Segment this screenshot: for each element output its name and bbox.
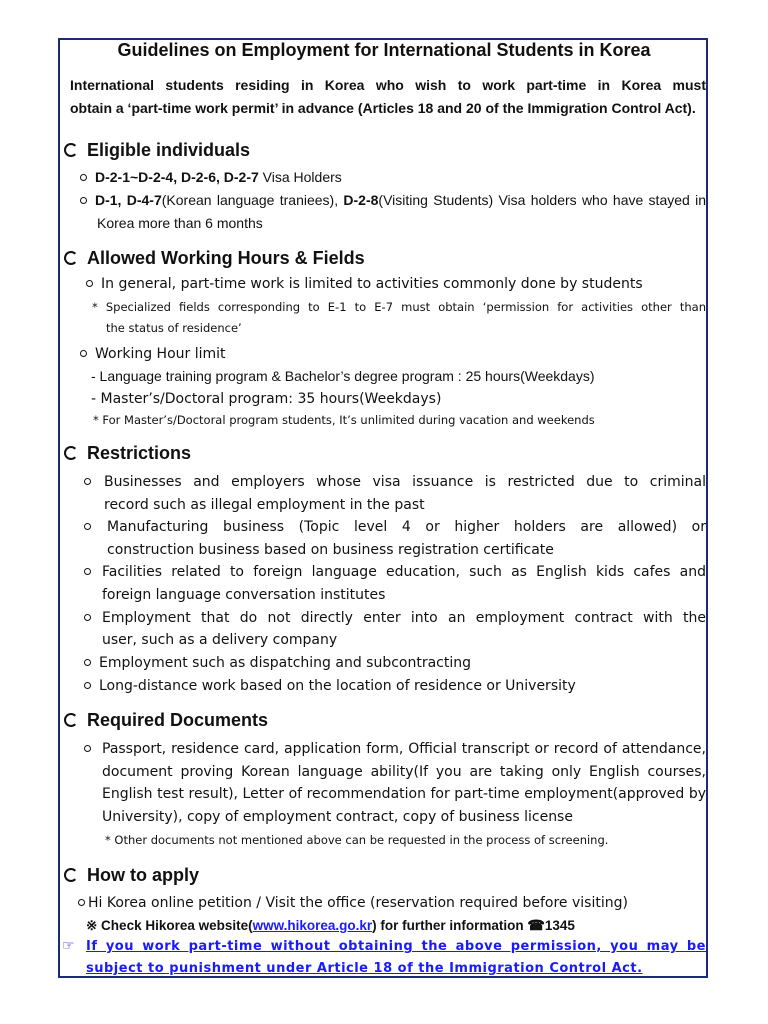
restriction-2-cont: construction business based on business registration certificate <box>107 542 554 558</box>
restriction-4-cont: user, such as a delivery company <box>102 632 338 648</box>
eligible-item-2: D-1, D-4-7(Korean language traniees), D-2-8(Visiting Students) Visa holders who have stayed in <box>80 192 706 208</box>
hikorea-website-link[interactable]: www.hikorea.go.kr <box>252 918 373 933</box>
restriction-1: Businesses and employers whose visa issuance is restricted due to criminal <box>104 474 706 490</box>
hours-general: In general, part-time work is limited to activities commonly done by students <box>86 276 643 292</box>
hours-note-2: * For Master’s/Doctoral program students, It’s unlimited during vacation and weekends <box>93 413 595 427</box>
hours-note-1-cont: the status of residence’ <box>106 321 242 335</box>
restriction-3: Facilities related to foreign language education, such as English kids cafes and <box>102 564 706 580</box>
section-marker-icon <box>64 251 78 265</box>
bullet-icon <box>84 614 91 621</box>
bullet-icon <box>84 659 91 666</box>
intro-line-1: International students residing in Korea who wish to work part-time in Korea must <box>70 77 706 93</box>
restriction-3-cont: foreign language conversation institutes <box>102 587 386 603</box>
apply-check-line: ※ Check Hikorea website(www.hikorea.go.kr) for further information ☎1345 <box>86 917 575 933</box>
restriction-bullet-3 <box>84 564 99 580</box>
bullet-icon <box>86 280 93 287</box>
bullet-icon <box>80 174 87 181</box>
warning-line-2: subject to punishment under Article 18 of the Immigration Control Act. <box>86 961 643 976</box>
bullet-icon <box>80 350 87 357</box>
section-heading: Required Documents <box>87 710 269 730</box>
apply-method: Hi Korea online petition / Visit the office (reservation required before visiting) <box>78 895 628 911</box>
documents-note: * Other documents not mentioned above can be requested in the process of screening. <box>105 833 609 847</box>
documents-line-4: University), copy of employment contract, copy of business license <box>102 809 573 825</box>
bullet-icon <box>78 899 85 906</box>
eligible-item-2-cont: Korea more than 6 months <box>97 215 263 231</box>
section-heading: Restrictions <box>87 443 192 463</box>
bullet-icon <box>84 523 91 530</box>
telephone-icon: ☎ <box>527 917 545 933</box>
bullet-icon <box>84 682 91 689</box>
restriction-bullet-1 <box>84 474 99 490</box>
documents-line-3: English test result), Letter of recommendation for part-time employment(approved by <box>102 786 706 802</box>
warning-line-1: If you work part-time without obtaining the above permission, you may be <box>86 939 706 954</box>
documents-line-1: Passport, residence card, application form, Official transcript or record of attendance, <box>102 741 706 757</box>
section-marker-icon <box>64 446 78 460</box>
section-marker-icon <box>64 143 78 157</box>
restriction-5: Employment such as dispatching and subcontracting <box>84 655 471 671</box>
section-heading: Eligible individuals <box>87 140 251 160</box>
hours-note-1: * Specialized fields corresponding to E-1 to E-7 must obtain ‘permission for activities other than <box>92 300 706 314</box>
restriction-2: Manufacturing business (Topic level 4 or higher holders are allowed) or <box>107 519 706 535</box>
section-heading: Allowed Working Hours & Fields <box>87 248 365 268</box>
section-eligible <box>64 140 250 161</box>
section-restrictions <box>64 443 191 464</box>
section-apply <box>64 865 199 886</box>
intro-line-2: obtain a ‘part-time work permit’ in advance (Articles 18 and 20 of the Immigration Control Act). <box>70 100 696 116</box>
section-marker-icon <box>64 868 78 882</box>
hours-limit-2: - Master’s/Doctoral program: 35 hours(Weekdays) <box>91 391 442 407</box>
documents-line-2: document proving Korean language ability(If you are taking only English courses, <box>102 764 706 780</box>
bullet-icon <box>84 568 91 575</box>
bullet-icon <box>84 478 91 485</box>
section-marker-icon <box>64 713 78 727</box>
documents-bullet <box>84 741 99 757</box>
hours-limit-label: Working Hour limit <box>80 346 226 362</box>
section-hours <box>64 248 365 269</box>
bullet-icon <box>80 197 87 204</box>
section-documents <box>64 710 268 731</box>
eligible-item-1: D-2-1~D-2-4, D-2-6, D-2-7 Visa Holders <box>80 169 342 185</box>
pointing-hand-icon: ☞ <box>62 938 75 954</box>
page-title: Guidelines on Employment for International Students in Korea <box>117 40 651 60</box>
restriction-6: Long-distance work based on the location of residence or University <box>84 678 576 694</box>
hours-limit-1: - Language training program & Bachelor’s degree program : 25 hours(Weekdays) <box>91 368 595 384</box>
section-heading: How to apply <box>87 865 199 885</box>
restriction-1-cont: record such as illegal employment in the past <box>104 497 425 513</box>
bullet-icon <box>84 745 91 752</box>
restriction-bullet-2 <box>84 519 99 535</box>
restriction-bullet-4 <box>84 610 99 626</box>
restriction-4: Employment that do not directly enter into an employment contract with the <box>102 610 706 626</box>
